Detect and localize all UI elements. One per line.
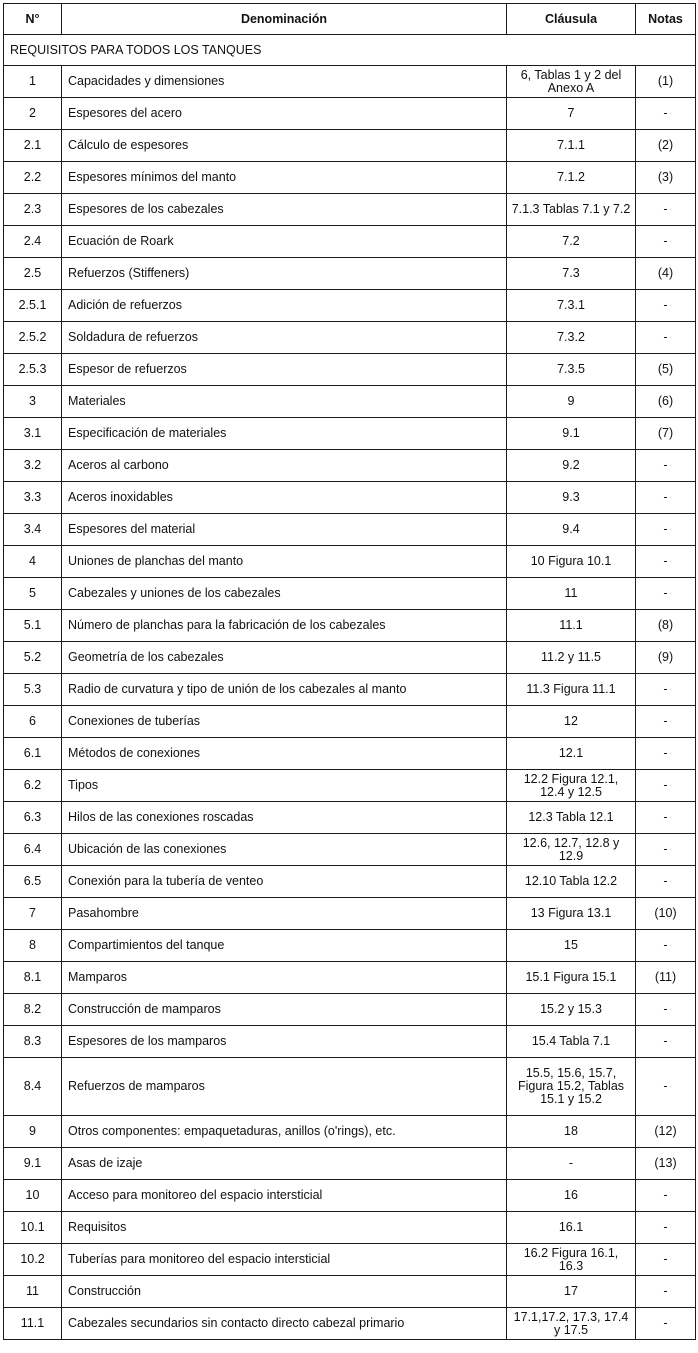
row-denominacion: Soldadura de refuerzos <box>62 322 507 354</box>
table-row <box>4 482 696 514</box>
row-clausula: 12.6, 12.7, 12.8 y 12.9 <box>507 834 636 866</box>
row-number: 8.3 <box>4 1026 62 1058</box>
row-denominacion: Refuerzos (Stiffeners) <box>62 258 507 290</box>
row-notas: - <box>636 1276 696 1308</box>
table-row <box>4 1058 696 1116</box>
row-clausula: 7.3.2 <box>507 322 636 354</box>
row-clausula: 12.1 <box>507 738 636 770</box>
row-denominacion: Otros componentes: empaquetaduras, anillos (o'rings), etc. <box>62 1116 507 1148</box>
table-row <box>4 930 696 962</box>
table-row <box>4 66 696 98</box>
row-denominacion: Espesor de refuerzos <box>62 354 507 386</box>
row-notas: (13) <box>636 1148 696 1180</box>
table-row <box>4 98 696 130</box>
row-clausula: 11.3 Figura 11.1 <box>507 674 636 706</box>
row-number: 10.1 <box>4 1212 62 1244</box>
row-denominacion: Ubicación de las conexiones <box>62 834 507 866</box>
row-clausula: - <box>507 1148 636 1180</box>
row-clausula: 10 Figura 10.1 <box>507 546 636 578</box>
row-notas: - <box>636 1026 696 1058</box>
row-notas: - <box>636 866 696 898</box>
row-denominacion: Pasahombre <box>62 898 507 930</box>
row-number: 11 <box>4 1276 62 1308</box>
row-number: 7 <box>4 898 62 930</box>
row-notas: - <box>636 482 696 514</box>
table-row <box>4 386 696 418</box>
row-number: 2.5.2 <box>4 322 62 354</box>
table-row <box>4 450 696 482</box>
header-num: N° <box>4 4 62 35</box>
table-row <box>4 290 696 322</box>
row-number: 6.1 <box>4 738 62 770</box>
row-number: 3.2 <box>4 450 62 482</box>
table-row <box>4 162 696 194</box>
row-number: 8.2 <box>4 994 62 1026</box>
row-number: 2.1 <box>4 130 62 162</box>
row-denominacion: Tuberías para monitoreo del espacio intersticial <box>62 1244 507 1276</box>
row-number: 5.2 <box>4 642 62 674</box>
row-clausula: 15 <box>507 930 636 962</box>
row-notas: (5) <box>636 354 696 386</box>
row-clausula: 7.3.1 <box>507 290 636 322</box>
row-number: 9 <box>4 1116 62 1148</box>
table-row <box>4 1148 696 1180</box>
table-row <box>4 898 696 930</box>
row-number: 6.5 <box>4 866 62 898</box>
row-clausula: 12.3 Tabla 12.1 <box>507 802 636 834</box>
row-clausula: 9.2 <box>507 450 636 482</box>
row-notas: (9) <box>636 642 696 674</box>
row-denominacion: Acceso para monitoreo del espacio intersticial <box>62 1180 507 1212</box>
row-number: 6 <box>4 706 62 738</box>
row-number: 5 <box>4 578 62 610</box>
row-notas: - <box>636 930 696 962</box>
table-row <box>4 1212 696 1244</box>
row-notas: (10) <box>636 898 696 930</box>
row-denominacion: Número de planchas para la fabricación de los cabezales <box>62 610 507 642</box>
row-number: 3.3 <box>4 482 62 514</box>
row-number: 5.3 <box>4 674 62 706</box>
row-notas: - <box>636 194 696 226</box>
row-notas: - <box>636 674 696 706</box>
row-number: 2 <box>4 98 62 130</box>
row-denominacion: Métodos de conexiones <box>62 738 507 770</box>
table-row <box>4 354 696 386</box>
row-clausula: 6, Tablas 1 y 2 del Anexo A <box>507 66 636 98</box>
row-clausula: 15.5, 15.6, 15.7, Figura 15.2, Tablas 15.1 y 15.2 <box>507 1058 636 1116</box>
row-notas: (12) <box>636 1116 696 1148</box>
row-notas: - <box>636 578 696 610</box>
row-clausula: 15.4 Tabla 7.1 <box>507 1026 636 1058</box>
row-notas: - <box>636 450 696 482</box>
row-notas: (2) <box>636 130 696 162</box>
requirements-table <box>3 3 696 1340</box>
row-notas: - <box>636 1212 696 1244</box>
table-row <box>4 866 696 898</box>
row-clausula: 11 <box>507 578 636 610</box>
row-clausula: 18 <box>507 1116 636 1148</box>
row-clausula: 12.2 Figura 12.1, 12.4 y 12.5 <box>507 770 636 802</box>
row-denominacion: Aceros al carbono <box>62 450 507 482</box>
row-number: 2.2 <box>4 162 62 194</box>
row-clausula: 11.2 y 11.5 <box>507 642 636 674</box>
row-number: 3.4 <box>4 514 62 546</box>
row-notas: (4) <box>636 258 696 290</box>
row-denominacion: Capacidades y dimensiones <box>62 66 507 98</box>
row-notas: - <box>636 546 696 578</box>
row-denominacion: Adición de refuerzos <box>62 290 507 322</box>
table-row <box>4 962 696 994</box>
row-number: 8 <box>4 930 62 962</box>
row-number: 4 <box>4 546 62 578</box>
row-denominacion: Conexión para la tubería de venteo <box>62 866 507 898</box>
table-row <box>4 546 696 578</box>
row-denominacion: Espesores de los mamparos <box>62 1026 507 1058</box>
row-denominacion: Espesores del material <box>62 514 507 546</box>
row-number: 2.5.1 <box>4 290 62 322</box>
row-denominacion: Conexiones de tuberías <box>62 706 507 738</box>
row-clausula: 17.1,17.2, 17.3, 17.4 y 17.5 <box>507 1308 636 1340</box>
row-number: 2.3 <box>4 194 62 226</box>
row-denominacion: Asas de izaje <box>62 1148 507 1180</box>
table-row <box>4 1308 696 1340</box>
row-clausula: 9.3 <box>507 482 636 514</box>
table-row <box>4 642 696 674</box>
row-notas: - <box>636 1244 696 1276</box>
table-row <box>4 130 696 162</box>
row-notas: - <box>636 834 696 866</box>
row-number: 6.2 <box>4 770 62 802</box>
row-clausula: 16.2 Figura 16.1, 16.3 <box>507 1244 636 1276</box>
table-row <box>4 706 696 738</box>
row-clausula: 9.1 <box>507 418 636 450</box>
row-denominacion: Espesores mínimos del manto <box>62 162 507 194</box>
row-clausula: 15.2 y 15.3 <box>507 994 636 1026</box>
table-row <box>4 770 696 802</box>
row-denominacion: Geometría de los cabezales <box>62 642 507 674</box>
row-number: 10 <box>4 1180 62 1212</box>
row-denominacion: Compartimientos del tanque <box>62 930 507 962</box>
row-notas: - <box>636 994 696 1026</box>
table-row <box>4 802 696 834</box>
row-number: 2.5.3 <box>4 354 62 386</box>
row-number: 3.1 <box>4 418 62 450</box>
row-number: 11.1 <box>4 1308 62 1340</box>
row-denominacion: Requisitos <box>62 1212 507 1244</box>
row-notas: - <box>636 1308 696 1340</box>
table-row <box>4 194 696 226</box>
row-denominacion: Radio de curvatura y tipo de unión de los cabezales al manto <box>62 674 507 706</box>
row-notas: - <box>636 1180 696 1212</box>
row-clausula: 16.1 <box>507 1212 636 1244</box>
section-row <box>4 35 696 66</box>
row-clausula: 12 <box>507 706 636 738</box>
table-row <box>4 322 696 354</box>
row-denominacion: Materiales <box>62 386 507 418</box>
row-number: 8.1 <box>4 962 62 994</box>
row-denominacion: Aceros inoxidables <box>62 482 507 514</box>
row-denominacion: Especificación de materiales <box>62 418 507 450</box>
row-clausula: 7.3 <box>507 258 636 290</box>
table-row <box>4 418 696 450</box>
row-clausula: 16 <box>507 1180 636 1212</box>
row-denominacion: Cabezales secundarios sin contacto directo cabezal primario <box>62 1308 507 1340</box>
row-notas: - <box>636 322 696 354</box>
row-clausula: 9 <box>507 386 636 418</box>
row-clausula: 11.1 <box>507 610 636 642</box>
row-notas: - <box>636 1058 696 1116</box>
table-row <box>4 578 696 610</box>
row-notas: - <box>636 226 696 258</box>
row-denominacion: Construcción de mamparos <box>62 994 507 1026</box>
row-denominacion: Uniones de planchas del manto <box>62 546 507 578</box>
row-number: 3 <box>4 386 62 418</box>
table-row <box>4 226 696 258</box>
row-clausula: 7.3.5 <box>507 354 636 386</box>
row-denominacion: Espesores del acero <box>62 98 507 130</box>
row-clausula: 7.1.1 <box>507 130 636 162</box>
row-number: 9.1 <box>4 1148 62 1180</box>
row-clausula: 7.2 <box>507 226 636 258</box>
row-number: 5.1 <box>4 610 62 642</box>
table-row <box>4 1276 696 1308</box>
table-row <box>4 1180 696 1212</box>
table-row <box>4 1244 696 1276</box>
row-clausula: 13 Figura 13.1 <box>507 898 636 930</box>
row-clausula: 9.4 <box>507 514 636 546</box>
row-denominacion: Ecuación de Roark <box>62 226 507 258</box>
row-notas: (11) <box>636 962 696 994</box>
row-clausula: 7 <box>507 98 636 130</box>
row-notas: - <box>636 706 696 738</box>
row-number: 8.4 <box>4 1058 62 1116</box>
row-notas: (1) <box>636 66 696 98</box>
table-row <box>4 994 696 1026</box>
row-notas: - <box>636 514 696 546</box>
table-row <box>4 1116 696 1148</box>
row-number: 1 <box>4 66 62 98</box>
table-row <box>4 674 696 706</box>
row-notas: (8) <box>636 610 696 642</box>
row-notas: - <box>636 770 696 802</box>
header-clausula: Cláusula <box>507 4 636 35</box>
row-clausula: 12.10 Tabla 12.2 <box>507 866 636 898</box>
table-row <box>4 1026 696 1058</box>
header-notas: Notas <box>636 4 696 35</box>
row-number: 10.2 <box>4 1244 62 1276</box>
table-row <box>4 514 696 546</box>
row-clausula: 7.1.2 <box>507 162 636 194</box>
row-clausula: 7.1.3 Tablas 7.1 y 7.2 <box>507 194 636 226</box>
row-clausula: 17 <box>507 1276 636 1308</box>
requirements-document <box>3 3 695 1340</box>
row-denominacion: Mamparos <box>62 962 507 994</box>
row-number: 6.3 <box>4 802 62 834</box>
row-notas: - <box>636 738 696 770</box>
row-notas: (3) <box>636 162 696 194</box>
row-notas: (6) <box>636 386 696 418</box>
header-denominacion: Denominación <box>62 4 507 35</box>
row-notas: (7) <box>636 418 696 450</box>
row-notas: - <box>636 98 696 130</box>
row-denominacion: Espesores de los cabezales <box>62 194 507 226</box>
row-number: 2.4 <box>4 226 62 258</box>
row-number: 6.4 <box>4 834 62 866</box>
row-denominacion: Cabezales y uniones de los cabezales <box>62 578 507 610</box>
table-row <box>4 834 696 866</box>
row-denominacion: Hilos de las conexiones roscadas <box>62 802 507 834</box>
table-row <box>4 258 696 290</box>
row-notas: - <box>636 290 696 322</box>
section-title: REQUISITOS PARA TODOS LOS TANQUES <box>4 35 696 66</box>
row-denominacion: Tipos <box>62 770 507 802</box>
header-row <box>4 4 696 35</box>
row-number: 2.5 <box>4 258 62 290</box>
row-clausula: 15.1 Figura 15.1 <box>507 962 636 994</box>
table-row <box>4 610 696 642</box>
row-denominacion: Cálculo de espesores <box>62 130 507 162</box>
row-notas: - <box>636 802 696 834</box>
row-denominacion: Construcción <box>62 1276 507 1308</box>
table-row <box>4 738 696 770</box>
row-denominacion: Refuerzos de mamparos <box>62 1058 507 1116</box>
